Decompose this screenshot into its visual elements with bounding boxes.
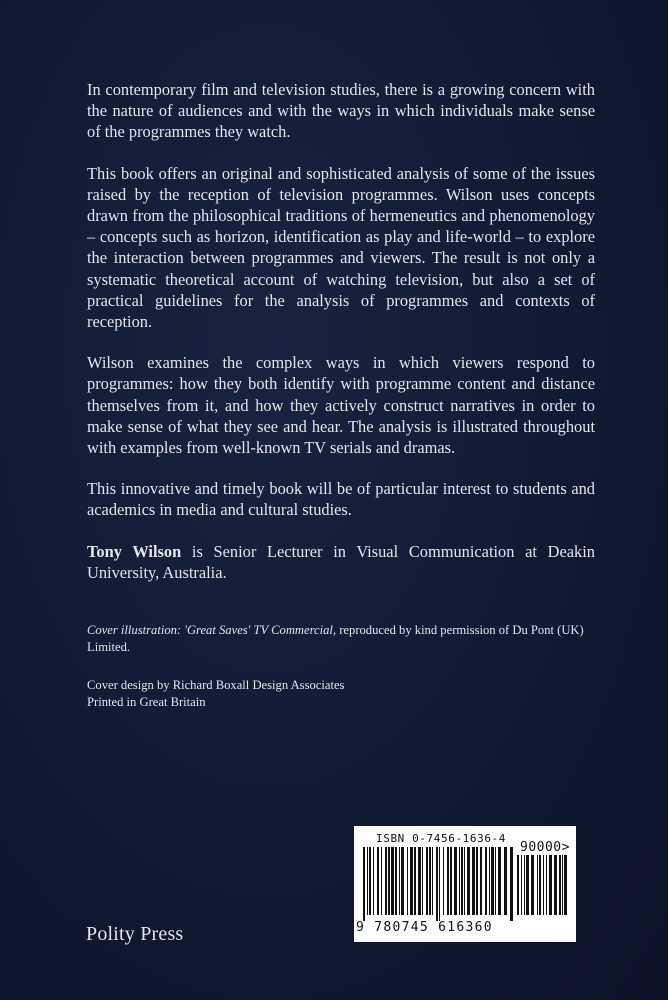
barcode-bar — [546, 855, 547, 915]
barcode-bar — [459, 847, 460, 915]
barcode-bar — [564, 855, 567, 915]
barcode-bar — [526, 855, 529, 915]
barcode-bar — [399, 847, 400, 915]
barcode-bar — [480, 847, 482, 915]
author-note — [87, 541, 595, 583]
blurb-paragraph-1: In contemporary film and television studies, there is a growing concern with the nature of audiences and with the ways in which individuals make sense of the programmes they watch. — [87, 80, 595, 142]
isbn-label: ISBN 0-7456-1636-4 — [376, 832, 507, 845]
ean-barcode-bars — [363, 847, 513, 921]
barcode-bar — [443, 847, 444, 915]
barcode-addon-number: 90000> — [520, 840, 570, 855]
barcode-bar — [447, 847, 449, 915]
barcode-bar — [454, 847, 457, 915]
barcode-bar — [407, 847, 408, 915]
barcode-bar — [385, 847, 387, 915]
cover-illustration-permission: , reproduced by kind permission of Du Pont (UK) Limited. — [87, 623, 584, 654]
barcode-bar — [439, 847, 440, 921]
barcode-bar — [436, 847, 438, 921]
cover-illustration-credit — [87, 622, 607, 655]
barcode-bar — [414, 847, 416, 915]
ean-digits: 9 780745 616360 — [356, 920, 493, 935]
barcode-bar — [377, 847, 379, 915]
barcode-bar — [426, 847, 428, 915]
barcode-bar — [510, 847, 513, 921]
barcode-bar — [369, 847, 371, 915]
blurb-paragraph-4: This innovative and timely book will be of particular interest to students and academics in media and cultural studies. — [87, 479, 595, 520]
barcode-bar — [467, 847, 470, 915]
barcode-bar — [429, 847, 431, 915]
cover-design-credit: Cover design by Richard Boxall Design Associates — [87, 678, 345, 692]
blurb-paragraph-3: Wilson examines the complex ways in which viewers respond to programmes: how they both identify with programme content and distance themselves from it, and how they actively construct narratives in order to make sense of what they see and hear. The analysis is illustrated throughout with examples from well-known TV serials and dramas. — [87, 353, 595, 458]
barcode-bar — [521, 855, 522, 915]
barcode-bar — [363, 847, 365, 921]
barcode-bar — [450, 847, 452, 915]
barcode-bar — [498, 847, 501, 915]
barcode-box — [354, 826, 576, 942]
barcode-bar — [464, 847, 465, 915]
barcode-bar — [476, 847, 478, 915]
barcode-bar — [554, 855, 557, 915]
barcode-bar — [549, 855, 552, 915]
production-credits — [87, 677, 607, 710]
barcode-bar — [418, 847, 421, 915]
barcode-bar — [422, 847, 423, 915]
barcode-bar — [539, 855, 541, 915]
author-bio: is Senior Lecturer in Visual Communication at Deakin University, Australia. — [87, 541, 595, 582]
barcode-bar — [504, 847, 507, 915]
barcode-bar — [491, 847, 494, 915]
barcode-bar — [517, 855, 519, 915]
barcode-bar — [391, 847, 394, 915]
barcode-bar — [562, 855, 563, 915]
barcode-bar — [432, 847, 433, 915]
barcode-bar — [461, 847, 463, 915]
addon-barcode-bars — [517, 855, 567, 921]
barcode-bar — [537, 855, 538, 915]
barcode-bar — [410, 847, 413, 915]
barcode-bar — [472, 847, 475, 915]
barcode-bar — [495, 847, 496, 915]
barcode-bar — [489, 847, 490, 915]
publisher-name: Polity Press — [86, 923, 184, 945]
barcode-bar — [559, 855, 561, 915]
cover-illustration-label: Cover illustration: 'Great Saves' TV Commercial — [87, 623, 333, 637]
author-name: Tony Wilson — [87, 541, 182, 561]
barcode-bar — [388, 847, 390, 915]
barcode-bar — [381, 847, 382, 915]
barcode-bar — [531, 855, 534, 915]
barcode-bar — [373, 847, 374, 915]
barcode-bar — [543, 855, 544, 915]
barcode-bar — [367, 847, 368, 915]
printed-in: Printed in Great Britain — [87, 694, 206, 709]
barcode-bar — [395, 847, 397, 915]
barcode-bar — [524, 855, 525, 915]
barcode-bar — [401, 847, 404, 915]
blurb-paragraph-2: This book offers an original and sophisticated analysis of some of the issues raised by the reception of television programmes. Wilson uses concepts drawn from the philosophical traditions of hermeneutics and phenomenology – concepts such as horizon, identification as play and life-world – to explore the interaction between programmes and viewers. The result is not only a systematic theoretical account of watching television, but also a set of practical guidelines for the analysis of programmes and contexts of reception. — [87, 163, 595, 332]
barcode-bar — [485, 847, 487, 915]
blurb-text — [87, 79, 595, 601]
